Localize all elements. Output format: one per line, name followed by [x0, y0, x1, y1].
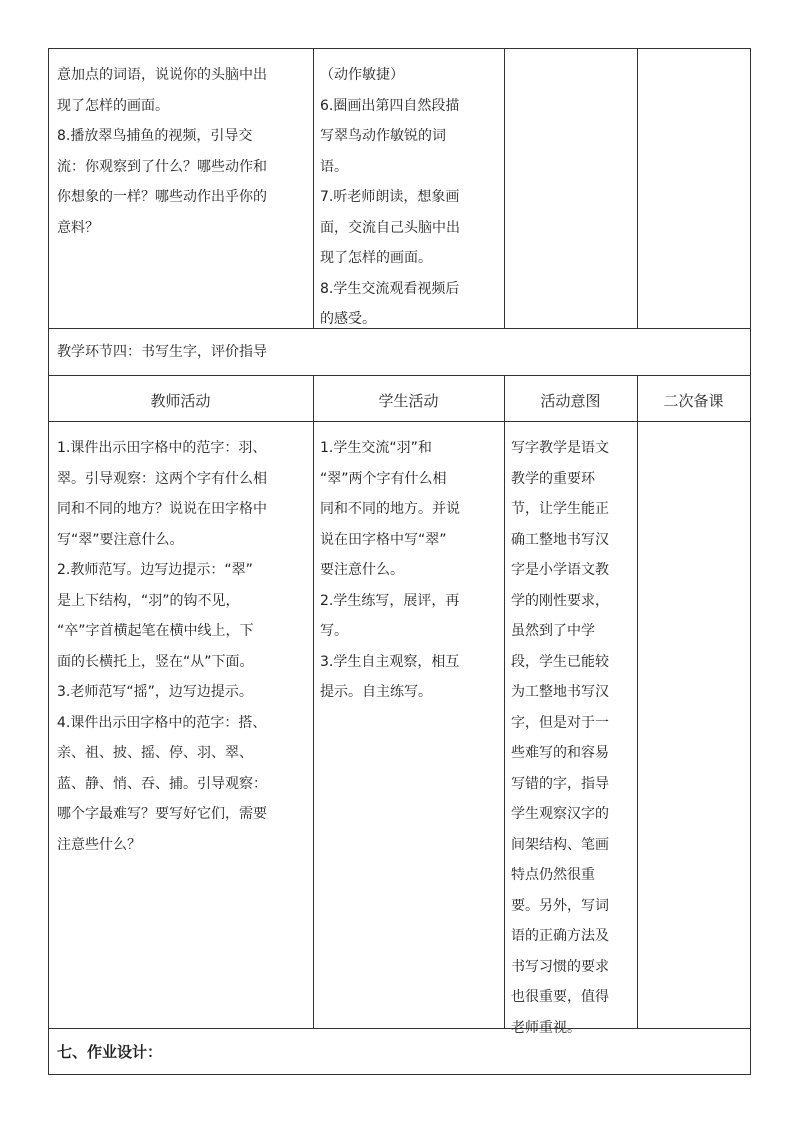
- text-line: 你想象的一样？哪些动作出乎你的: [57, 189, 267, 205]
- text-line: 字，但是对于一: [511, 714, 609, 731]
- text-line: 2.教师范写。边写边提示：“翠”: [57, 562, 253, 578]
- text-line: 同和不同的地方？说说在田字格中: [57, 501, 267, 517]
- text-line: 教学的重要环: [511, 470, 595, 487]
- text-line: 虽然到了中学: [511, 623, 595, 639]
- header-teacher-activity: 教师活动: [150, 392, 211, 410]
- text-line: 意料？: [57, 219, 99, 236]
- text-line: 8.学生交流观看视频后: [320, 280, 460, 297]
- text-line: 学的刚性要求，: [511, 592, 609, 609]
- section4-purpose-cell: [511, 433, 635, 1043]
- header-second-lesson-prep: 二次备课: [663, 392, 724, 410]
- text-line: 4.课件出示田字格中的范字：搭、: [57, 714, 267, 731]
- text-line: 语的正确方法及: [511, 928, 609, 944]
- text-line: 书写习惯的要求: [511, 958, 609, 975]
- text-line: 说在田字格中写“翠”: [320, 531, 447, 548]
- header-student-activity: 学生活动: [378, 392, 439, 410]
- text-line: 3.学生自主观察，相互: [320, 653, 460, 670]
- text-line: 翠。引导观察：这两个字有什么相: [57, 470, 267, 487]
- text-line: 语。: [320, 158, 348, 175]
- text-line: 6.圈画出第四自然段描: [320, 97, 460, 114]
- text-line: 面的长横托上，竖在“从”下面。: [57, 653, 254, 670]
- text-line: 流：你观察到了什么？哪些动作和: [57, 158, 267, 175]
- text-line: 要。另外，写词: [511, 897, 609, 914]
- text-line: 现了怎样的画面。: [320, 250, 432, 266]
- text-line: 是上下结构，“羽”的钩不见，: [57, 592, 240, 609]
- text-line: 意加点的词语，说说你的头脑中出: [57, 67, 267, 83]
- text-line: 同和不同的地方。并说: [320, 501, 460, 517]
- text-line: 亲、祖、披、摇、停、羽、翠、: [57, 745, 253, 761]
- top-teacher-cell: [57, 60, 309, 243]
- section-title: 教学环节四：书写生字，评价指导: [57, 344, 267, 360]
- text-line: “翠”两个字有什么相: [320, 470, 447, 487]
- text-line: 老师重视。: [511, 1019, 581, 1036]
- text-line: 段，学生已能较: [511, 653, 609, 670]
- text-line: 间架结构、笔画: [511, 836, 609, 853]
- text-line: 学生观察汉字的: [511, 806, 609, 822]
- text-line: 写“翠”要注意什么。: [57, 531, 184, 548]
- text-line: “卒”字首横起笔在横中线上，下: [57, 623, 254, 639]
- text-line: 特点仍然很重: [511, 867, 595, 883]
- text-line: 面，交流自己头脑中出: [320, 219, 460, 236]
- text-line: 蓝、静、悄、吞、捕。引导观察：: [57, 775, 267, 792]
- text-line: 写翠鸟动作敏锐的词: [320, 128, 446, 144]
- text-line: 现了怎样的画面。: [57, 97, 169, 114]
- text-line: 哪个字最难写？要写好它们，需要: [57, 806, 267, 822]
- text-line: 8.播放翠鸟捕鱼的视频，引导交: [57, 128, 253, 144]
- text-line: 写错的字，指导: [511, 775, 609, 792]
- section4-student-cell: [320, 433, 502, 708]
- text-line: 写。: [320, 623, 348, 639]
- text-line: （动作敏捷）: [320, 67, 404, 83]
- text-line: 要注意什么。: [320, 562, 404, 578]
- text-line: 2.学生练写，展评，再: [320, 592, 460, 609]
- text-line: 也很重要，值得: [511, 989, 609, 1005]
- text-line: 注意些什么？: [57, 836, 141, 853]
- section4-teacher-cell: [57, 433, 309, 860]
- top-student-cell: [320, 60, 502, 335]
- text-line: 1.课件出示田字格中的范字：羽、: [57, 440, 267, 456]
- text-line: 的感受。: [320, 311, 376, 327]
- header-activity-purpose: 活动意图: [540, 392, 601, 410]
- text-line: 些难写的和容易: [511, 745, 609, 761]
- text-line: 节，让学生能正: [511, 501, 609, 517]
- homework-title: 七、作业设计：: [57, 1043, 163, 1061]
- text-line: 1.学生交流“羽”和: [320, 440, 432, 456]
- text-line: 写字教学是语文: [511, 440, 609, 456]
- lesson-plan-table: [48, 48, 751, 1075]
- text-line: 字是小学语文教: [511, 562, 609, 578]
- text-line: 提示。自主练写。: [320, 684, 432, 700]
- text-line: 确工整地书写汉: [511, 531, 609, 548]
- text-line: 7.听老师朗读，想象画: [320, 189, 460, 205]
- text-line: 3.老师范写“摇”，边写边提示。: [57, 684, 253, 700]
- text-line: 为工整地书写汉: [511, 684, 609, 700]
